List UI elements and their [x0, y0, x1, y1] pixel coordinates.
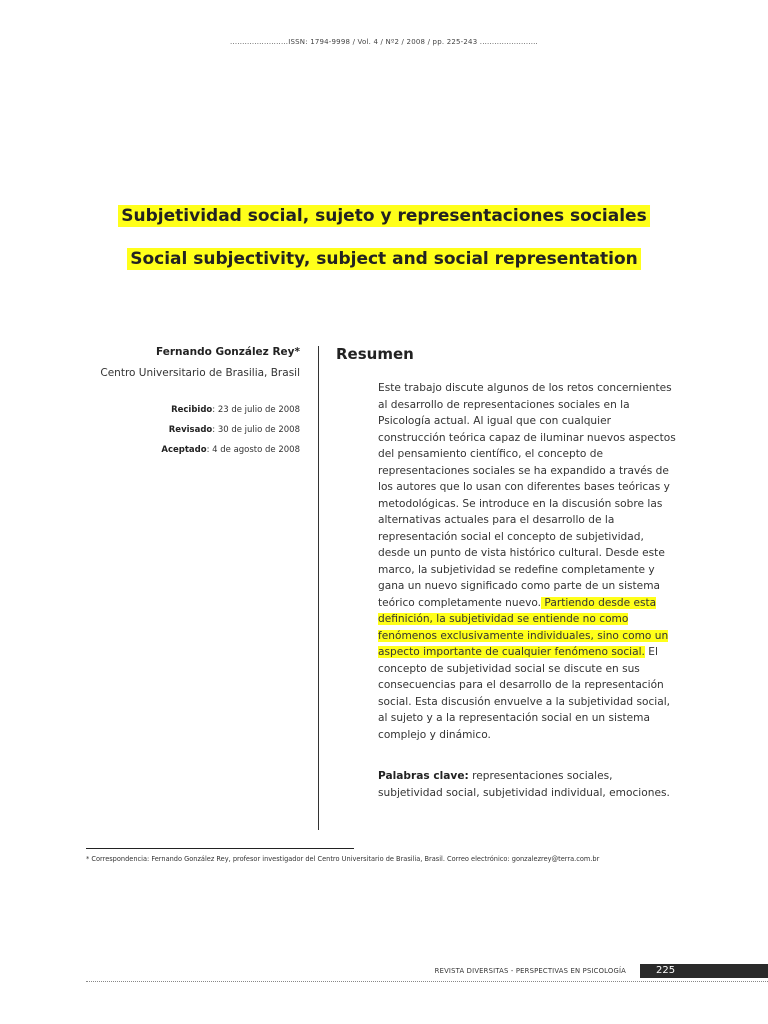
footnote-rule — [86, 848, 354, 849]
title-english — [0, 249, 768, 269]
date-accepted-label: Aceptado — [161, 445, 207, 455]
abstract-text-part1: Este trabajo discute algunos de los retos concernientes al desarrollo de representaciones sociales en la Psicología actual. Al igual que con cualquier construcción teórica capaz de iluminar nuevos aspectos del pensamiento científico, el concepto de representaciones sociales se ha expandido a través de los autores que lo usan con diferentes bases teóricas y metodológicas. Se introduce en la discusión sobre las alternativas actuales para el desarrollo de la representación social el concepto de subjetividad, desde un punto de vista histórico cultural. Desde este marco, la subjetividad se redefine completamente y gana un nuevo significado como parte de un sistema teórico completamente nuevo. — [378, 382, 676, 609]
article-dates — [20, 405, 300, 455]
date-accepted — [20, 445, 300, 455]
journal-issn-header: ........................ISSN: 1794-9998 / Vol. 4 / Nº2 / 2008 / pp. 225-243 ........................ — [230, 38, 538, 46]
title-spanish — [0, 206, 768, 226]
page-number: 225 — [640, 964, 768, 978]
keywords-label: Palabras clave: — [378, 770, 469, 782]
title-english-text: Social subjectivity, subject and social representation — [127, 248, 641, 270]
abstract-text-part2: El concepto de subjetividad social se discute en sus consecuencias para el desarrollo de la representación social. Esta discusión envuelve a la subjetividad social, al sujeto y a la representación social en un sistema complejo y dinámico. — [378, 646, 671, 741]
author-block — [20, 346, 300, 465]
abstract-body — [378, 380, 676, 743]
footnote: * Correspondencia: Fernando González Rey, profesor investigador del Centro Universitario de Brasilia, Brasil. Correo electrónico: gonzalezrey@terra.com.br — [86, 855, 600, 863]
title-spanish-text: Subjetividad social, sujeto y representaciones sociales — [118, 205, 649, 227]
abstract-highlighted-text: Partiendo desde esta definición, la subjetividad se entiende no como fenómenos exclusivamente individuales, sino como un aspecto importante de cualquier fenómeno social. — [378, 596, 669, 658]
abstract-paragraph — [378, 380, 676, 743]
column-divider — [318, 346, 319, 830]
journal-name: REVISTA DIVERSITAS - PERSPECTIVAS EN PSICOLOGÍA — [434, 967, 626, 975]
footer-dotted-line — [86, 981, 768, 982]
keywords — [378, 768, 676, 801]
page-footer — [0, 964, 768, 978]
keywords-value: representaciones sociales, subjetividad social, subjetividad individual, emociones. — [378, 770, 670, 799]
author-name: Fernando González Rey* — [155, 346, 300, 358]
date-revised — [20, 425, 300, 435]
date-accepted-value: : 4 de agosto de 2008 — [206, 445, 300, 455]
date-revised-value: : 30 de julio de 2008 — [212, 425, 300, 435]
abstract-heading: Resumen — [336, 345, 414, 363]
date-revised-label: Revisado — [168, 425, 213, 435]
date-received-label: Recibido — [171, 405, 213, 415]
date-received — [20, 405, 300, 415]
date-received-value: : 23 de julio de 2008 — [212, 405, 300, 415]
author-affiliation: Centro Universitario de Brasilia, Brasil — [100, 367, 300, 379]
